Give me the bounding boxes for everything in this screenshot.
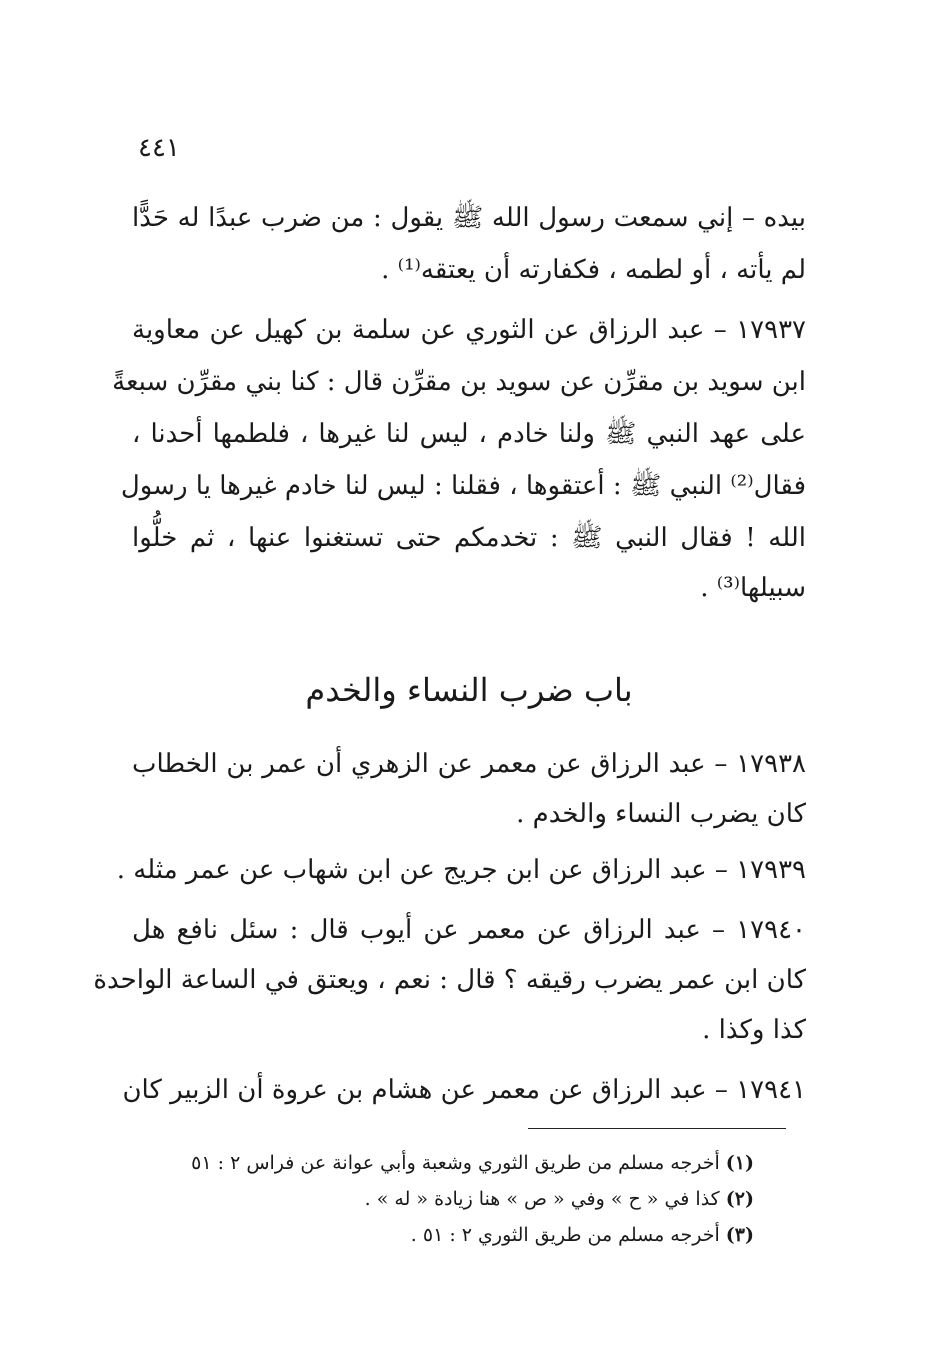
footnote: [365, 1186, 754, 1212]
text-line: ابن سويد بن مقرِّن عن سويد بن مقرِّن قال : كنا بني مقرِّن سبعةً: [112, 367, 806, 397]
footnote-text: كذا في « ح » وفي « ص » هنا زيادة « له » .: [364, 1188, 720, 1210]
section-heading: باب ضرب النساء والخدم: [305, 671, 633, 709]
text-line: ١٧٩٣٨ – عبد الرزاق عن معمر عن الزهري أن عمر بن الخطاب: [132, 749, 806, 779]
footnote-text: أخرجه مسلم من طريق الثوري ٢ : ٥١ .: [410, 1224, 720, 1246]
text-line: الله ! فقال النبي ﷺ : تخدمكم حتى تستغنوا عنها ، ثم خلُّوا: [132, 523, 806, 553]
text-line: بيده – إني سمعت رسول الله ﷺ يقول : من ضرب عبدًا له حَدًّا: [132, 203, 806, 233]
footnote: [411, 1222, 754, 1248]
page-number: ٤٤١: [138, 133, 180, 163]
text-line: ١٧٩٣٩ – عبد الرزاق عن ابن جريج عن ابن شهاب عن عمر مثله .: [116, 855, 806, 885]
text-line: ١٧٩٣٧ – عبد الرزاق عن الثوري عن سلمة بن كهيل عن معاوية: [132, 315, 806, 345]
footnote-text: أخرجه مسلم من طريق الثوري وشعبة وأبي عوانة عن فراس ٢ : ٥١: [191, 1152, 720, 1174]
footnote-number: (١): [725, 1152, 754, 1174]
text-line: ١٧٩٤٠ – عبد الرزاق عن معمر عن أيوب قال : سئل نافع هل: [132, 915, 806, 945]
text-line: على عهد النبي ﷺ ولنا خادم ، ليس لنا غيرها ، فلطمها أحدنا ،: [132, 419, 806, 449]
text-line: سبيلها⁽³⁾ .: [700, 573, 806, 603]
footnote-rule: [528, 1128, 786, 1129]
text-line: كان يضرب النساء والخدم .: [516, 799, 806, 829]
footnote-number: (٣): [725, 1224, 754, 1246]
text-line: كان ابن عمر يضرب رقيقه ؟ قال : نعم ، ويعتق في الساعة الواحدة: [93, 965, 806, 995]
footnote: [191, 1150, 754, 1176]
footnote-number: (٢): [725, 1188, 754, 1210]
text-line: كذا وكذا .: [702, 1015, 806, 1045]
text-line: ١٧٩٤١ – عبد الرزاق عن معمر عن هشام بن عروة أن الزبير كان: [122, 1075, 806, 1105]
text-line: فقال⁽²⁾ النبي ﷺ : أعتقوها ، فقلنا : ليس لنا خادم غيرها يا رسول: [120, 471, 806, 501]
text-line: لم يأته ، أو لطمه ، فكفارته أن يعتقه⁽¹⁾ .: [381, 255, 806, 285]
